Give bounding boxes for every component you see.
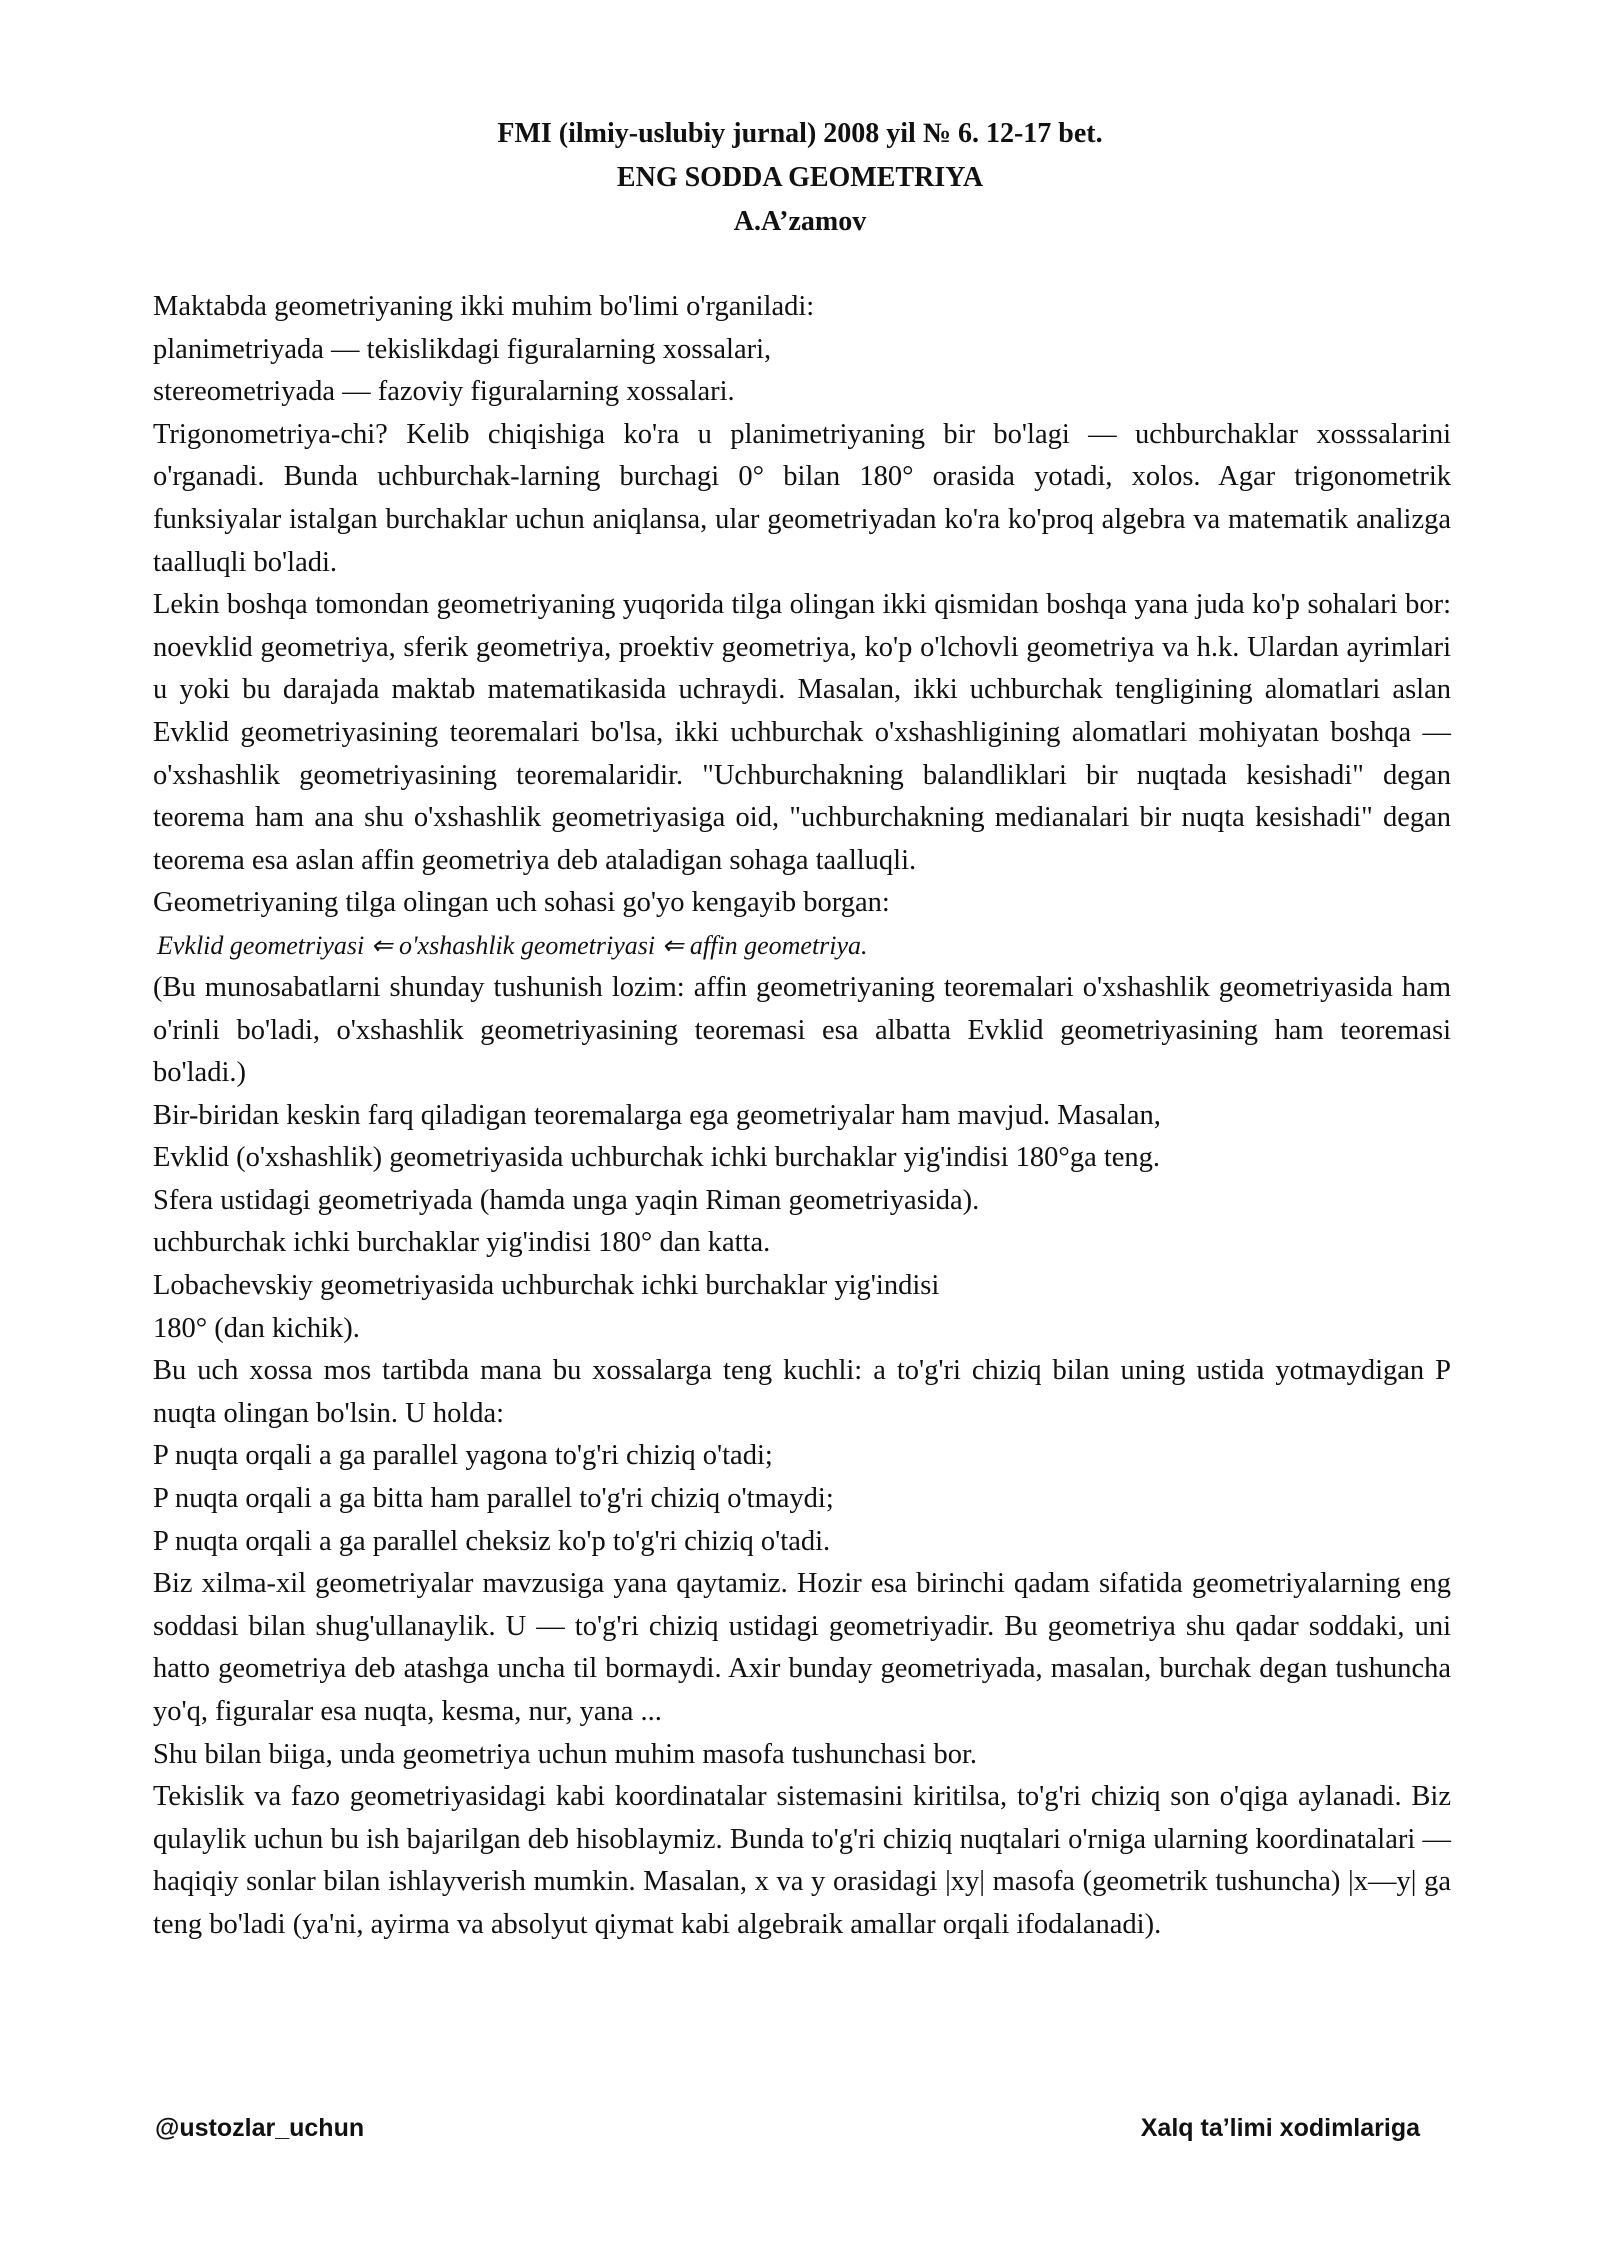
paragraph: Tekislik va fazo geometriyasidagi kabi koordinatalar sistemasini kiritilsa, to'g'ri chiziq son o'qiga aylanadi. Biz qulaylik uchun bu ish bajarilgan deb hisoblaymiz. Bunda to'g'ri chiziq nuqtalari o'rniga ularning koordinatalari — haqiqiy sonlar bilan ishlayverish mumkin. Masalan, x va y orasidagi |xy| masofa (geometrik tushuncha) |x—y| ga teng bo'ladi (ya'ni, ayirma va absolyut qiymat kabi algebraik amallar orqali ifodalanadi). bbox=[153, 1781, 1451, 1940]
footer-caption: Xalq ta’limi xodimlariga bbox=[1140, 2114, 1420, 2142]
article-body bbox=[153, 286, 1451, 1947]
author-name: A.A’zamov bbox=[733, 206, 867, 237]
paragraph: Biz xilma-xil geometriyalar mavzusiga yana qaytamiz. Hozir esa birinchi qadam sifatida geometriyalarning eng soddasi bilan shug'ullanaylik. U — to'g'ri chiziq ustidagi geometriyadir. Bu geometriya shu qadar soddaki, uni hatto geometriya deb atashga uncha til bormaydi. Axir bunday geometriyada, masalan, burchak degan tushuncha yo'q, figuralar esa nuqta, kesma, nur, yana ... bbox=[153, 1568, 1451, 1727]
paragraph: P nuqta orqali a ga bitta ham parallel to'g'ri chiziq o'tmaydi; bbox=[153, 1483, 834, 1515]
paragraph: Sfera ustidagi geometriyada (hamda unga yaqin Riman geometriyasida). bbox=[153, 1184, 980, 1216]
paragraph: Trigonometriya-chi? Kelib chiqishiga ko'ra u planimetriyaning bir bo'lagi — uchburchaklar xosssalarini o'rganadi. Bunda uchburchak-larning burchagi 0° bilan 180° orasida yotadi, xolos. Agar trigonometrik funksiyalar istalgan burchaklar uchun aniqlansa, ular geometriyadan ko'ra ko'proq algebra va matematik analizga taalluqli bo'ladi. bbox=[153, 418, 1451, 578]
paragraph: P nuqta orqali a ga parallel cheksiz ko'p to'g'ri chiziq o'tadi. bbox=[153, 1525, 831, 1557]
paragraph: Maktabda geometriyaning ikki muhim bo'limi o'rganiladi: bbox=[153, 291, 815, 322]
paragraph: Lobachevskiy geometriyasida uchburchak ichki burchaklar yig'indisi bbox=[153, 1270, 940, 1302]
journal-line: FMI (ilmiy-uslubiy jurnal) 2008 yil № 6. 12-17 bet. bbox=[497, 118, 1103, 149]
paragraph: uchburchak ichki burchaklar yig'indisi 180° dan katta. bbox=[153, 1227, 771, 1259]
paragraph: planimetriyada — tekislikdagi figuralarning xossalari, bbox=[153, 333, 772, 365]
paragraph: P nuqta orqali a ga parallel yagona to'g'ri chiziq o'tadi; bbox=[153, 1440, 773, 1472]
paragraph: Bu uch xossa mos tartibda mana bu xossalarga teng kuchli: a to'g'ri chiziq bilan uning ustida yotmaydigan P nuqta olingan bo'lsin. U holda: bbox=[153, 1355, 1451, 1429]
paragraph: Shu bilan biiga, unda geometriya uchun muhim masofa tushunchasi bor. bbox=[153, 1738, 977, 1770]
paragraph: (Bu munosabatlarni shunday tushunish lozim: affin geometriyaning teoremalari o'xshashlik geometriyasida ham o'rinli bo'ladi, o'xshashlik geometriyasining teoremasi esa albatta Evklid geometriyasining ham teoremasi bo'ladi.) bbox=[153, 971, 1451, 1089]
paragraph: Geometriyaning tilga olingan uch sohasi go'yo kengayib borgan: bbox=[153, 887, 890, 919]
footer-channel-handle: @ustozlar_uchun bbox=[155, 2114, 365, 2142]
paragraph: stereometriyada — fazoviy figuralarning xossalari. bbox=[153, 376, 735, 408]
paragraph: 180° (dan kichik). bbox=[153, 1312, 360, 1344]
paragraph: Bir-biridan keskin farq qiladigan teoremalarga ega geometriyalar ham mavjud. Masalan, bbox=[153, 1099, 1161, 1131]
formula-line: Evklid geometriyasi ⇐ o'xshashlik geometriyasi ⇐ affin geometriya. bbox=[157, 930, 868, 960]
article-title: ENG SODDA GEOMETRIYA bbox=[616, 162, 984, 193]
paragraph: Lekin boshqa tomondan geometriyaning yuqorida tilga olingan ikki qismidan boshqa yana juda ko'p sohalari bor: noevklid geometriya, sferik geometriya, proektiv geometriya, ko'p o'lchovli geometriya va h.k. Ulardan ayrimlari u yoki bu darajada maktab matematikasida uchraydi. Masalan, ikki uchburchak tengligining alomatlari aslan Evklid geometriyasining teoremalari bo'lsa, ikki uchburchak o'xshashligining alomatlari mohiyatan boshqa — o'xshashlik geometriyasining teoremalaridir. "Uchburchakning balandliklari bir nuqtada kesishadi" degan teorema ham ana shu o'xshashlik geometriyasiga oid, "uchburchakning medianalari bir nuqta kesishadi" degan teorema esa aslan affin geometriya deb ataladigan sohaga taalluqli. bbox=[153, 589, 1451, 876]
document-header bbox=[0, 112, 1600, 244]
paragraph: Evklid (o'xshashlik) geometriyasida uchburchak ichki burchaklar yig'indisi 180°ga teng. bbox=[153, 1142, 1161, 1174]
